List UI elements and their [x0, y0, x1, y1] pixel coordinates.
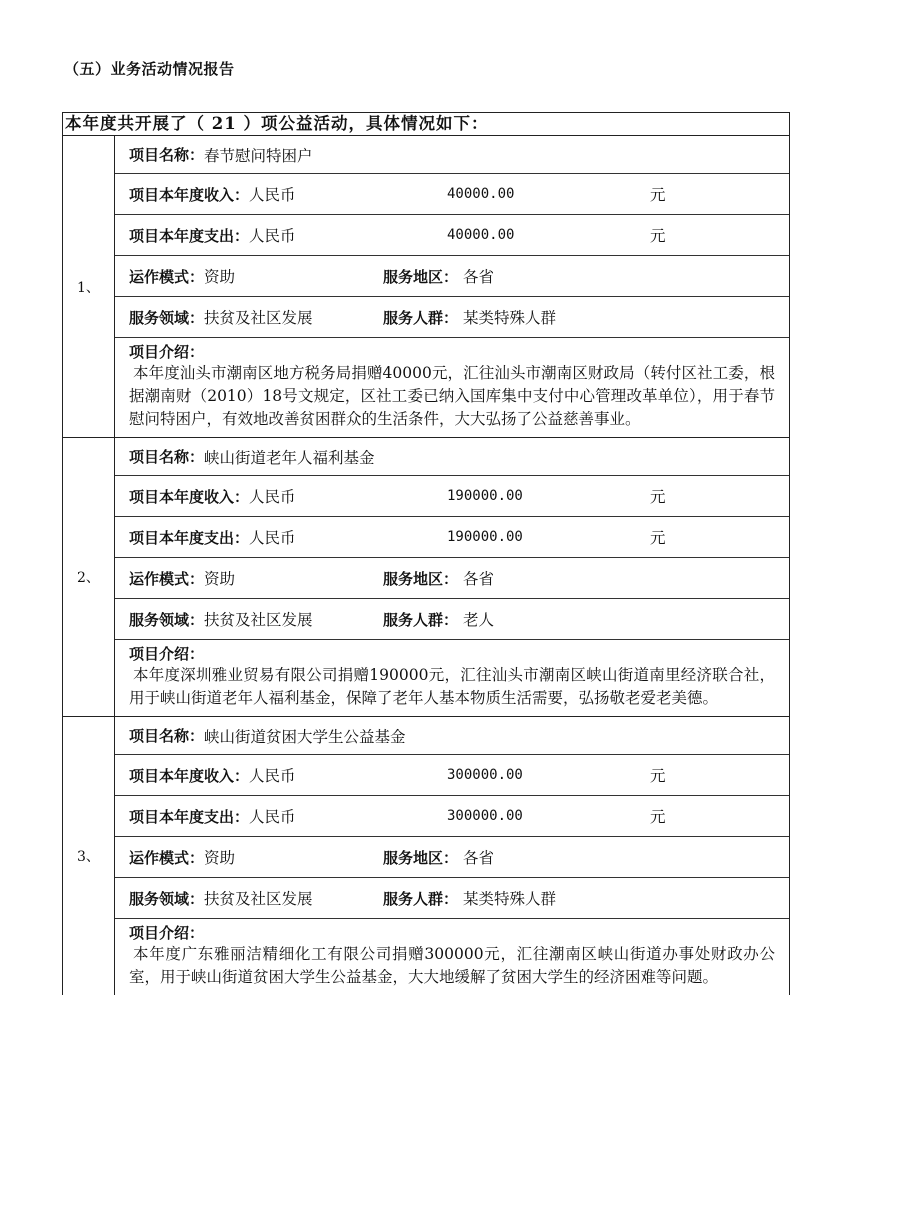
project-number: 2、 [63, 438, 115, 716]
expense-label: 项目本年度支出： [129, 807, 250, 826]
project-name-value: 峡山街道贫困大学生公益基金 [204, 727, 406, 746]
mode-label: 运作模式： [129, 267, 205, 286]
activity-table [62, 112, 790, 995]
expense-amount: 190000.00 [447, 529, 523, 545]
crowd-value: 老人 [462, 611, 494, 629]
project-name-label: 项目名称： [129, 146, 205, 164]
area-label: 服务地区： [383, 570, 459, 588]
income-row [115, 174, 789, 215]
crowd-value: 某类特殊人群 [462, 890, 556, 908]
unit-label: 元 [650, 529, 666, 547]
income-row [115, 755, 789, 796]
area-label: 服务地区： [383, 268, 459, 286]
currency-label: 人民币 [249, 529, 296, 547]
income-row [115, 476, 789, 517]
project-number: 3、 [63, 717, 115, 995]
project-description [115, 338, 789, 437]
mode-value: 资助 [204, 268, 236, 286]
description-text: 本年度广东雅丽洁精细化工有限公司捐赠300000元，汇往潮南区峡山街道办事处财政办公室，用于峡山街道贫困大学生公益基金，大大地缓解了贫困大学生的经济困难等问题。 [129, 945, 775, 986]
intro-line: 本年度共开展了（ 21 ）项公益活动，具体情况如下： [63, 113, 789, 136]
project-name-row [115, 136, 789, 174]
currency-label: 人民币 [249, 767, 296, 785]
expense-label: 项目本年度支出： [129, 226, 250, 245]
project-name-value: 峡山街道老年人福利基金 [204, 448, 375, 467]
unit-label: 元 [650, 186, 666, 204]
expense-amount: 300000.00 [447, 808, 523, 824]
currency-label: 人民币 [249, 186, 296, 204]
income-label: 项目本年度收入： [129, 185, 250, 204]
unit-label: 元 [650, 767, 666, 785]
field-value: 扶贫及社区发展 [204, 309, 313, 327]
expense-row [115, 517, 789, 558]
currency-label: 人民币 [249, 808, 296, 826]
field-crowd-row [115, 297, 789, 338]
field-label: 服务领域： [129, 610, 205, 629]
currency-label: 人民币 [249, 488, 296, 506]
area-value: 各省 [462, 268, 494, 286]
unit-label: 元 [650, 488, 666, 506]
expense-row [115, 215, 789, 256]
mode-label: 运作模式： [129, 848, 205, 867]
mode-area-row [115, 558, 789, 599]
crowd-label: 服务人群： [383, 611, 459, 629]
area-value: 各省 [462, 849, 494, 867]
description-label: 项目介绍： [129, 343, 205, 361]
unit-label: 元 [650, 808, 666, 826]
field-label: 服务领域： [129, 308, 205, 327]
crowd-label: 服务人群： [383, 309, 459, 327]
project-block [63, 717, 789, 995]
project-number: 1、 [63, 136, 115, 437]
project-block [63, 438, 789, 717]
description-text: 本年度汕头市潮南区地方税务局捐赠40000元，汇往汕头市潮南区财政局（转付区社工委，根据潮南财（2010）18号文规定，区社工委已纳入国库集中支付中心管理改革单位），用于春节慰问特困户，有效地改善贫困群众的生活条件，大大弘扬了公益慈善事业。 [129, 364, 775, 428]
area-label: 服务地区： [383, 849, 459, 867]
expense-label: 项目本年度支出： [129, 528, 250, 547]
income-label: 项目本年度收入： [129, 487, 250, 506]
expense-row [115, 796, 789, 837]
unit-label: 元 [650, 227, 666, 245]
mode-area-row [115, 837, 789, 878]
income-label: 项目本年度收入： [129, 766, 250, 785]
mode-label: 运作模式： [129, 569, 205, 588]
field-label: 服务领域： [129, 889, 205, 908]
area-value: 各省 [462, 570, 494, 588]
project-description [115, 640, 789, 716]
project-name-label: 项目名称： [129, 448, 205, 466]
mode-value: 资助 [204, 849, 236, 867]
project-name-value: 春节慰问特困户 [204, 146, 313, 165]
field-value: 扶贫及社区发展 [204, 890, 313, 908]
income-amount: 40000.00 [447, 186, 515, 202]
project-block [63, 136, 789, 438]
project-name-label: 项目名称： [129, 727, 205, 745]
description-label: 项目介绍： [129, 924, 205, 942]
section-heading: （五）业务活动情况报告 [64, 60, 235, 78]
description-label: 项目介绍： [129, 645, 205, 663]
field-crowd-row [115, 599, 789, 640]
field-value: 扶贫及社区发展 [204, 611, 313, 629]
field-crowd-row [115, 878, 789, 919]
project-name-row [115, 717, 789, 755]
income-amount: 190000.00 [447, 488, 523, 504]
mode-value: 资助 [204, 570, 236, 588]
income-amount: 300000.00 [447, 767, 523, 783]
currency-label: 人民币 [249, 227, 296, 245]
mode-area-row [115, 256, 789, 297]
expense-amount: 40000.00 [447, 227, 515, 243]
project-description [115, 919, 789, 995]
crowd-label: 服务人群： [383, 890, 459, 908]
project-name-row [115, 438, 789, 476]
description-text: 本年度深圳雅业贸易有限公司捐赠190000元，汇往汕头市潮南区峡山街道南里经济联合社，用于峡山街道老年人福利基金，保障了老年人基本物质生活需要，弘扬敬老爱老美德。 [129, 666, 775, 707]
crowd-value: 某类特殊人群 [462, 309, 556, 327]
